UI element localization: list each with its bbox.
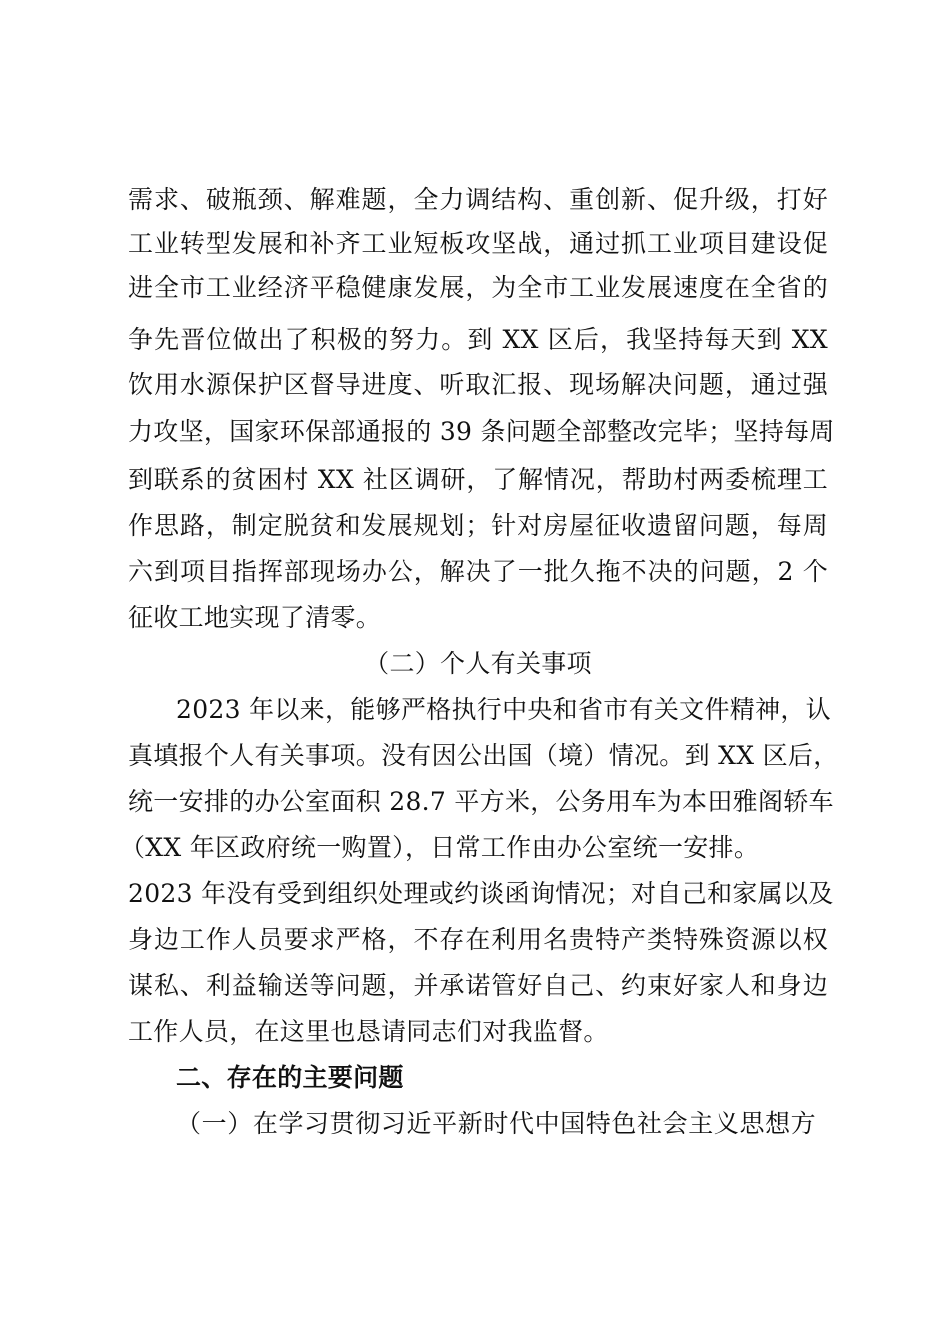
paragraph-line: 到联系的贫困村 XX 社区调研，了解情况，帮助村两委梳理工 (128, 465, 828, 494)
paragraph-line: 饮用水源保护区督导进度、听取汇报、现场解决问题，通过强 (128, 370, 828, 399)
paragraph-line: 争先晋位做出了积极的努力。到 XX 区后，我坚持每天到 XX (128, 325, 828, 354)
paragraph-line: 作思路，制定脱贫和发展规划；针对房屋征收遗留问题，每周 (128, 511, 828, 540)
section-heading: 二、存在的主要问题 (176, 1063, 404, 1092)
paragraph-line: 工作人员，在这里也恳请同志们对我监督。 (128, 1017, 609, 1046)
section-subheading: （二）个人有关事项 (364, 649, 592, 678)
paragraph-line: 2023 年以来，能够严格执行中央和省市有关文件精神，认 (176, 695, 831, 724)
paragraph-line: 统一安排的办公室面积 28.7 平方米，公务用车为本田雅阁轿车 (128, 787, 834, 816)
paragraph-line: 身边工作人员要求严格，不存在利用名贵特产类特殊资源以权 (128, 925, 828, 954)
paragraph-line: 力攻坚，国家环保部通报的 39 条问题全部整改完毕；坚持每周 (128, 417, 835, 446)
paragraph-line: 真填报个人有关事项。没有因公出国（境）情况。到 XX 区后， (128, 741, 839, 770)
paragraph-line: 需求、破瓶颈、解难题，全力调结构、重创新、促升级，打好 (128, 185, 828, 214)
paragraph-line: 工业转型发展和补齐工业短板攻坚战，通过抓工业项目建设促 (128, 229, 828, 258)
paragraph-line: 六到项目指挥部现场办公，解决了一批久拖不决的问题，2 个 (128, 557, 828, 586)
paragraph-line: 征收工地实现了清零。 (128, 603, 382, 632)
paragraph-line: （XX 年区政府统一购置），日常工作由办公室统一安排。 (120, 833, 760, 862)
section-subheading: （一）在学习贯彻习近平新时代中国特色社会主义思想方 (176, 1109, 816, 1138)
paragraph-line: 进全市工业经济平稳健康发展，为全市工业发展速度在全省的 (128, 273, 828, 302)
paragraph-line: 谋私、利益输送等问题，并承诺管好自己、约束好家人和身边 (128, 971, 828, 1000)
paragraph-line: 2023 年没有受到组织处理或约谈函询情况；对自己和家属以及 (128, 879, 834, 908)
